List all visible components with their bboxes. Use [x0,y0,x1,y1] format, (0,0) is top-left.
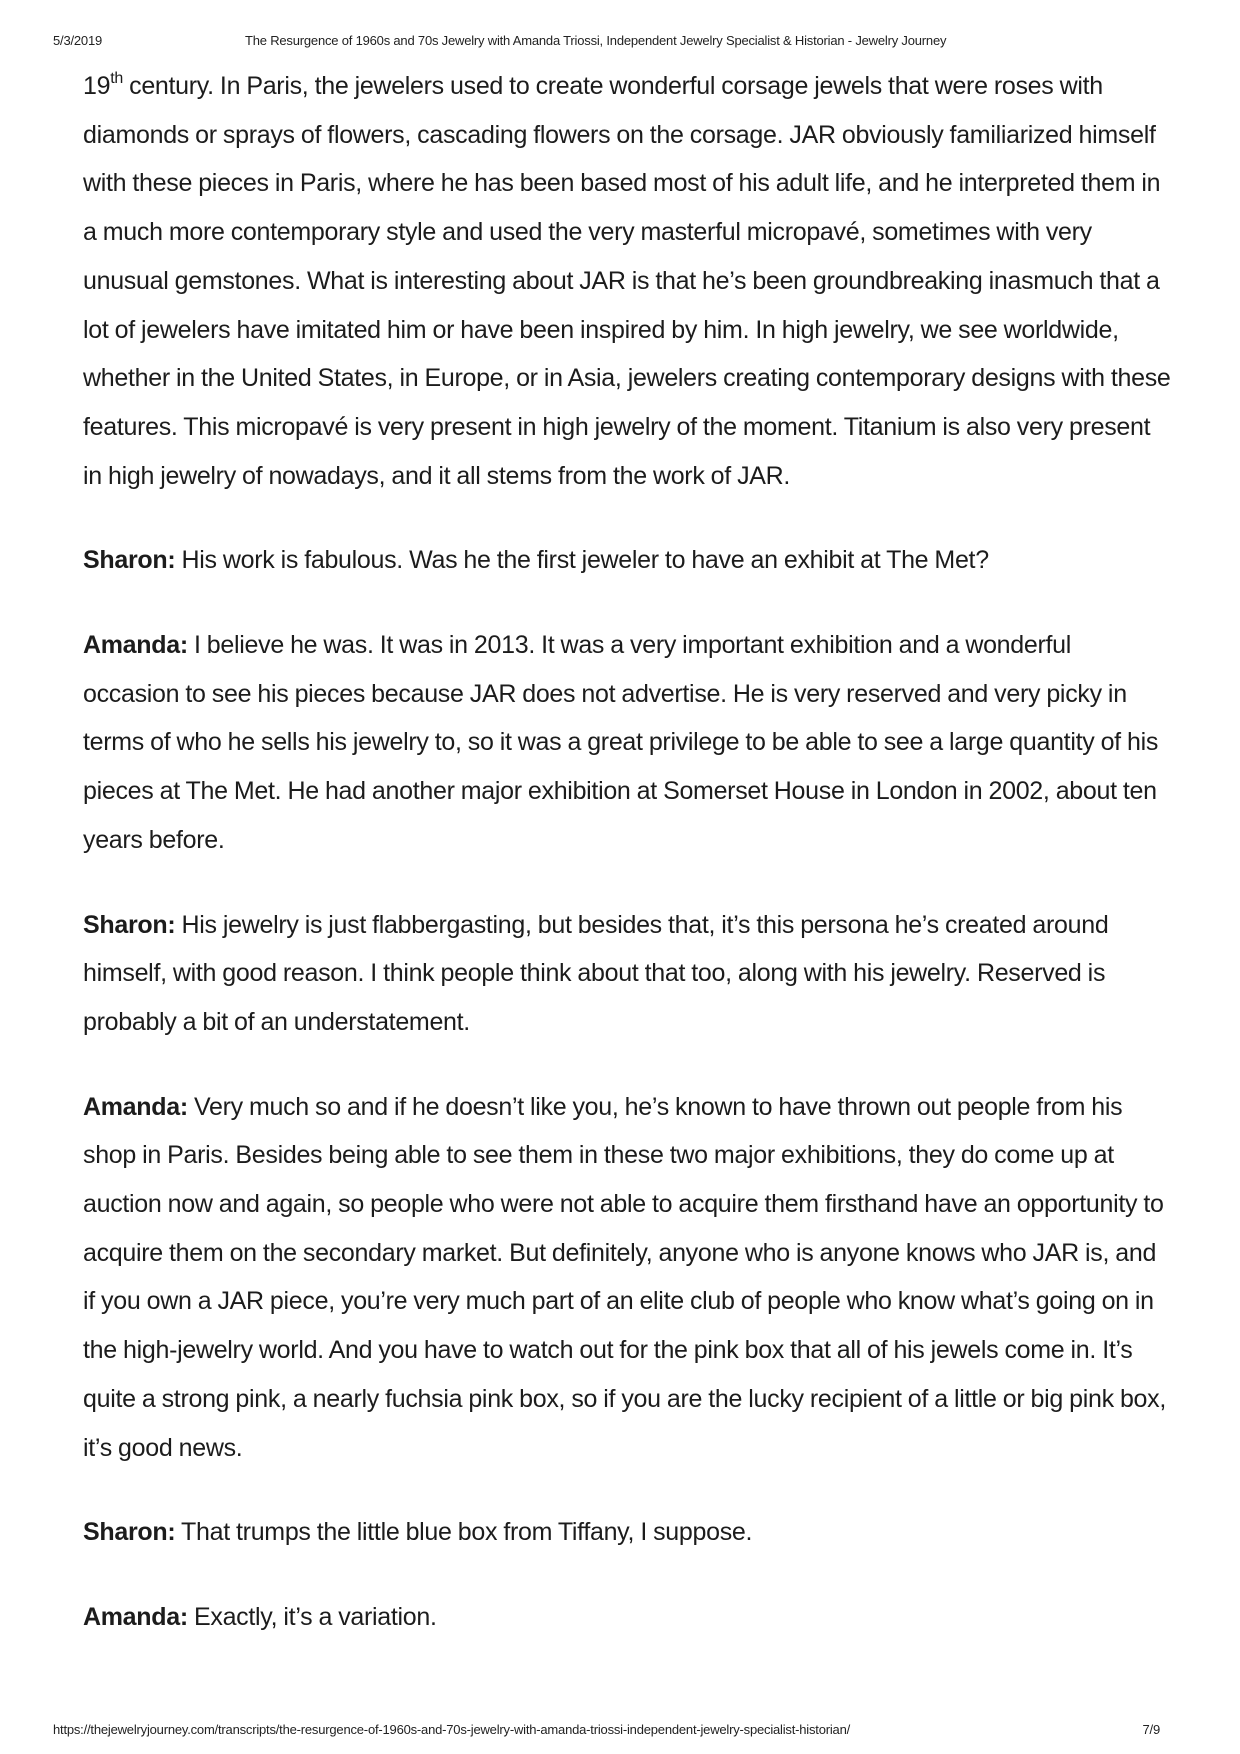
article-body [83,62,1173,1678]
dialogue-paragraph [83,1508,1173,1557]
speaker-name: Sharon: [83,910,176,939]
dialogue-paragraph [83,1593,1173,1642]
dialogue-paragraph [83,621,1173,865]
speaker-name: Amanda: [83,1092,188,1121]
opening-text: century. In Paris, the jewelers used to create wonderful corsage jewels that were roses with diamonds or sprays of flowers, cascading flowers on the corsage. JAR obviously familiarized himself with these pieces in Paris, where he has been based most of his adult life, and he interpreted them in a much more contemporary style and used the very masterful micropavé, sometimes with very unusual gemstones. What is interesting about JAR is that he’s been groundbreaking inasmuch that a lot of jewelers have imitated him or have been inspired by him. In high jewelry, we see worldwide, whether in the United States, in Europe, or in Asia, jewelers creating contemporary designs with these features. This micropavé is very present in high jewelry of the moment. Titanium is also very present in high jewelry of nowadays, and it all stems from the work of JAR. [83,72,1171,490]
dialogue-paragraph [83,901,1173,1047]
print-date: 5/3/2019 [53,33,103,48]
opening-number: 19 [83,72,111,100]
opening-superscript: th [110,70,123,87]
dialogue-paragraph [83,536,1173,585]
dialogue-text: That trumps the little blue box from Tiffany, I suppose. [175,1518,753,1547]
page-number: 7/9 [1142,1722,1160,1737]
print-url: https://thejewelryjourney.com/transcripts/the-resurgence-of-1960s-and-70s-jewelry-with-amanda-triossi-independent-jewelry-specialist-historian/ [53,1722,851,1737]
dialogue-paragraph [83,1083,1173,1473]
speaker-name: Amanda: [83,631,188,660]
dialogue-text: Exactly, it’s a variation. [187,1602,437,1631]
print-header [0,33,1240,53]
print-page-title: The Resurgence of 1960s and 70s Jewelry with Amanda Triossi, Independent Jewelry Specialist & Historian - Jewelry Journey [245,33,947,48]
speaker-name: Sharon: [83,1518,176,1547]
dialogue-text: I believe he was. It was in 2013. It was a very important exhibition and a wonderful occasion to see his pieces because JAR does not advertise. He is very reserved and very picky in terms of who he sells his jewelry to, so it was a great privilege to be able to see a large quantity of his pieces at The Met. He had another major exhibition at Somerset House in London in 2002, about ten years before. [83,631,1159,854]
dialogue-text: His jewelry is just flabbergasting, but besides that, it’s this persona he’s created around himself, with good reason. I think people think about that too, along with his jewelry. Reserved is probably a bit of an understatement. [83,910,1109,1036]
speaker-name: Amanda: [83,1602,188,1631]
dialogue-text: Very much so and if he doesn’t like you, he’s known to have thrown out people from his shop in Paris. Besides being able to see them in these two major exhibitions, they do come up at auction now and again, so people who were not able to acquire them firsthand have an opportunity to acquire them on the secondary market. But definitely, anyone who is anyone knows who JAR is, and if you own a JAR piece, you’re very much part of an elite club of people who know what’s going on in the high-jewelry world. And you have to watch out for the pink box that all of his jewels come in. It’s quite a strong pink, a nearly fuchsia pink box, so if you are the lucky recipient of a little or big pink box, it’s good news. [83,1092,1167,1462]
dialogue-text: His work is fabulous. Was he the first jeweler to have an exhibit at The Met? [175,546,989,575]
opening-paragraph [83,62,1173,500]
speaker-name: Sharon: [83,546,176,575]
print-footer [0,1722,1240,1742]
